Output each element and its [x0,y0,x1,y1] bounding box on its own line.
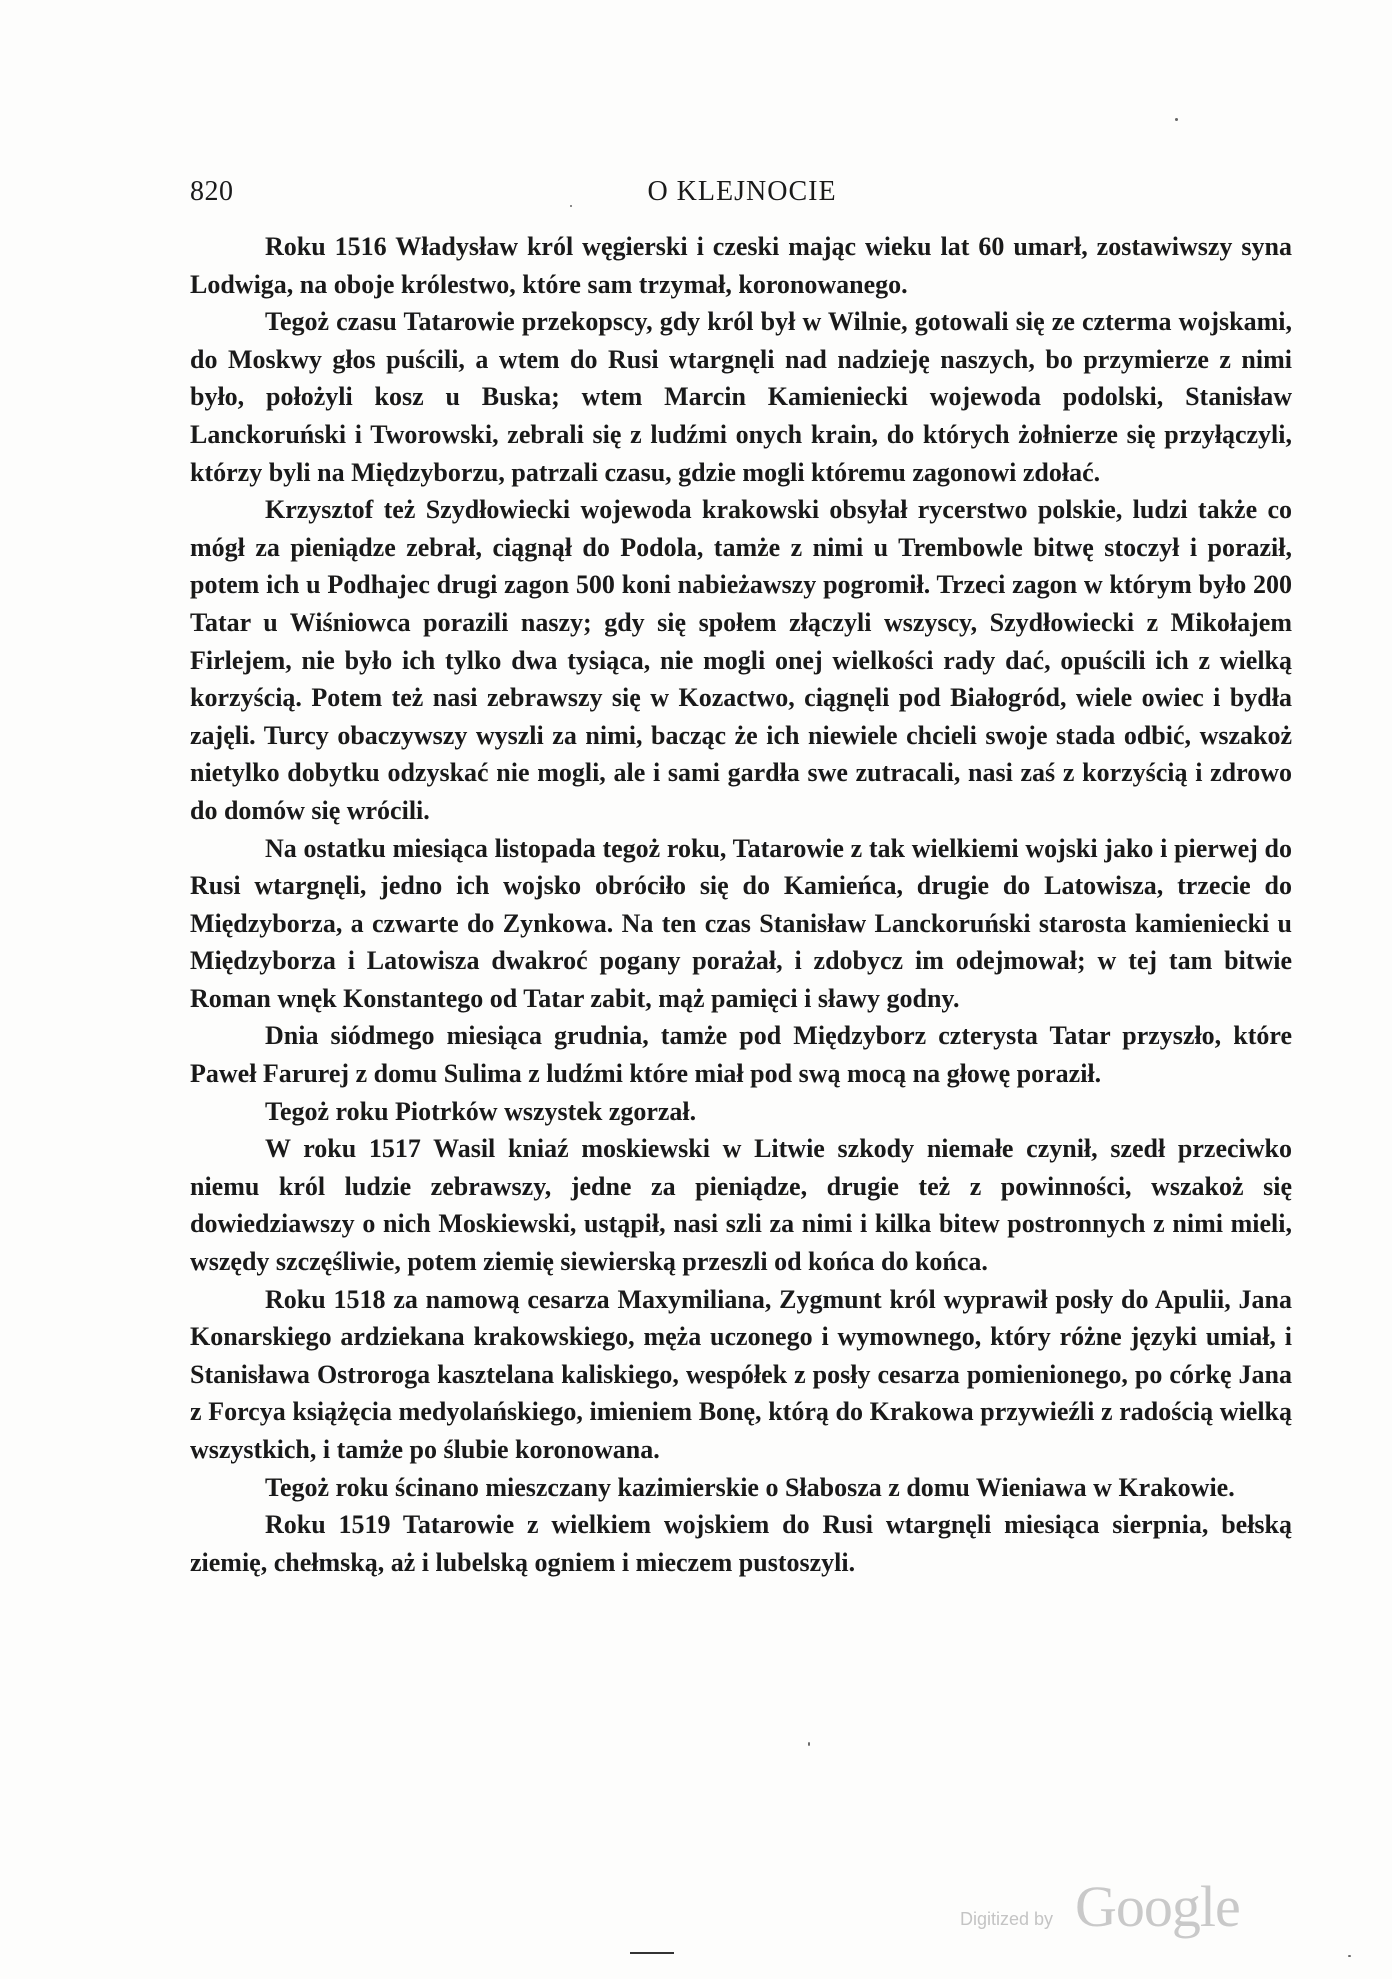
paragraph: Na ostatku miesiąca listopada tegoż roku, Tatarowie z tak wielkiemi wojski jako i pierwej do Rusi wtargnęli, jedno ich wojsko obróciło się do Kamieńca, drugie do Latowisza, trzecie do Międzyborza, a czwarte do Zynkowa. Na ten czas Stanisław Lanckoruński starosta kamieniecki u Międzyborza i Latowisza dwakroć pogany porażał, i zdobycz im odejmował; w tej tam bitwie Roman wnęk Konstantego od Tatar zabit, mąż pamięci i sławy godny. [190,833,1292,1013]
paragraph: Roku 1519 Tatarowie z wielkiem wojskiem do Rusi wtargnęli miesiąca sierpnia, bełską ziemię, chełmską, aż i lubelską ogniem i mieczem pustoszyli. [190,1510,1292,1577]
scan-speck [1348,1955,1351,1957]
bottom-rule [630,1952,674,1954]
paragraph: Tegoż czasu Tatarowie przekopscy, gdy król był w Wilnie, gotowali się ze czterma wojskami, do Moskwy głos puścili, a wtem do Rusi wtargnęli nad nadzieję naszych, bo przymierze z nimi było, położyli kosz u Buska; wtem Marcin Kamieniecki wojewoda podolski, Stanisław Lanckoruński i Tworowski, zebrali się z ludźmi onych krain, do których żołnierze się przyłączyli, którzy byli na Międzyborzu, patrzali czasu, gdzie mogli któremu zagonowi zdołać. [190,307,1292,487]
paragraph: Dnia siódmego miesiąca grudnia, tamże pod Międzyborz czterysta Tatar przyszło, które Paweł Farurej z domu Sulima z ludźmi które miał pod swą mocą na głowę poraził. [190,1021,1292,1089]
scan-speck [570,205,572,207]
paragraph: Roku 1518 za namową cesarza Maxymiliana, Zygmunt król wyprawił posły do Apulii, Jana Konarskiego ardziekana krakowskiego, męża uczonego i wymownego, który różne języki umiał, i Stanisława Ostroroga kasztelana kaliskiego, wespółek z posły cesarza pomienionego, po córkę Jana z Forcya książęcia medyolańskiego, imieniem Bonę, którą do Krakowa przywieźli z radością wielką wszystkich, i tamże po ślubie koronowana. [190,1284,1292,1464]
google-logo: Google [1075,1874,1240,1939]
scan-speck [808,1742,810,1746]
page-number: 820 [190,176,234,207]
digitization-watermark [960,1860,1260,1940]
paragraph: Tegoż roku ścinano mieszczany kazimierskie o Słabosza z domu Wieniawa w Krakowie. [265,1472,1235,1502]
paragraph: Krzysztof też Szydłowiecki wojewoda krakowski obsyłał rycerstwo polskie, ludzi także co mógł za pieniądze zebrał, ciągnął do Podola, tamże z nimi u Trembowle bitwę stoczył i poraził, potem ich u Podhajec drugi zagon 500 koni nabieżawszy pogromił. Trzeci zagon w którym było 200 Tatar u Wiśniowca porazili naszy; gdy się społem złączyli wszyscy, Szydłowiecki z Mikołajem Firlejem, nie było ich tylko dwa tysiąca, nie mogli onej wielkości rady dać, opuścili ich z wielką korzyścią. Potem też nasi zebrawszy się w Kozactwo, ciągnęli pod Białogród, wiele owiec i bydła zajęli. Turcy obaczywszy wyszli za nimi, bacząc że ich niewiele chcieli swoje stada odbić, wszakoż nietylko dobytku odzyskać nie mogli, ale i sami gardła swe zutracali, nasi zaś z korzyścią i zdrowo do domów się wrócili. [190,495,1292,825]
paragraph: Tegoż roku Piotrków wszystek zgorzał. [265,1096,697,1126]
paragraph: W roku 1517 Wasil kniaź moskiewski w Litwie szkody niemałe czynił, szedł przeciwko niemu król ludzie zebrawszy, jedne za pieniądze, drugie też z powinności, wszakoż się dowiedziawszy o nich Moskiewski, ustąpił, nasi szli za nimi i kilka bitew postronnych z nimi mieli, wszędy szczęśliwie, potem ziemię siewierską przeszli od końca do końca. [190,1134,1292,1277]
running-title: O KLEJNOCIE [647,176,837,207]
page-header [190,176,1294,216]
paragraph: Roku 1516 Władysław król węgierski i czeski mając wieku lat 60 umarł, zostawiwszy syna Lodwiga, na oboje królestwo, które sam trzymał, koronowanego. [190,232,1292,299]
digitized-by-text: Digitized by [960,1909,1054,1929]
body-text [190,228,1292,1581]
scan-speck [1175,118,1178,121]
